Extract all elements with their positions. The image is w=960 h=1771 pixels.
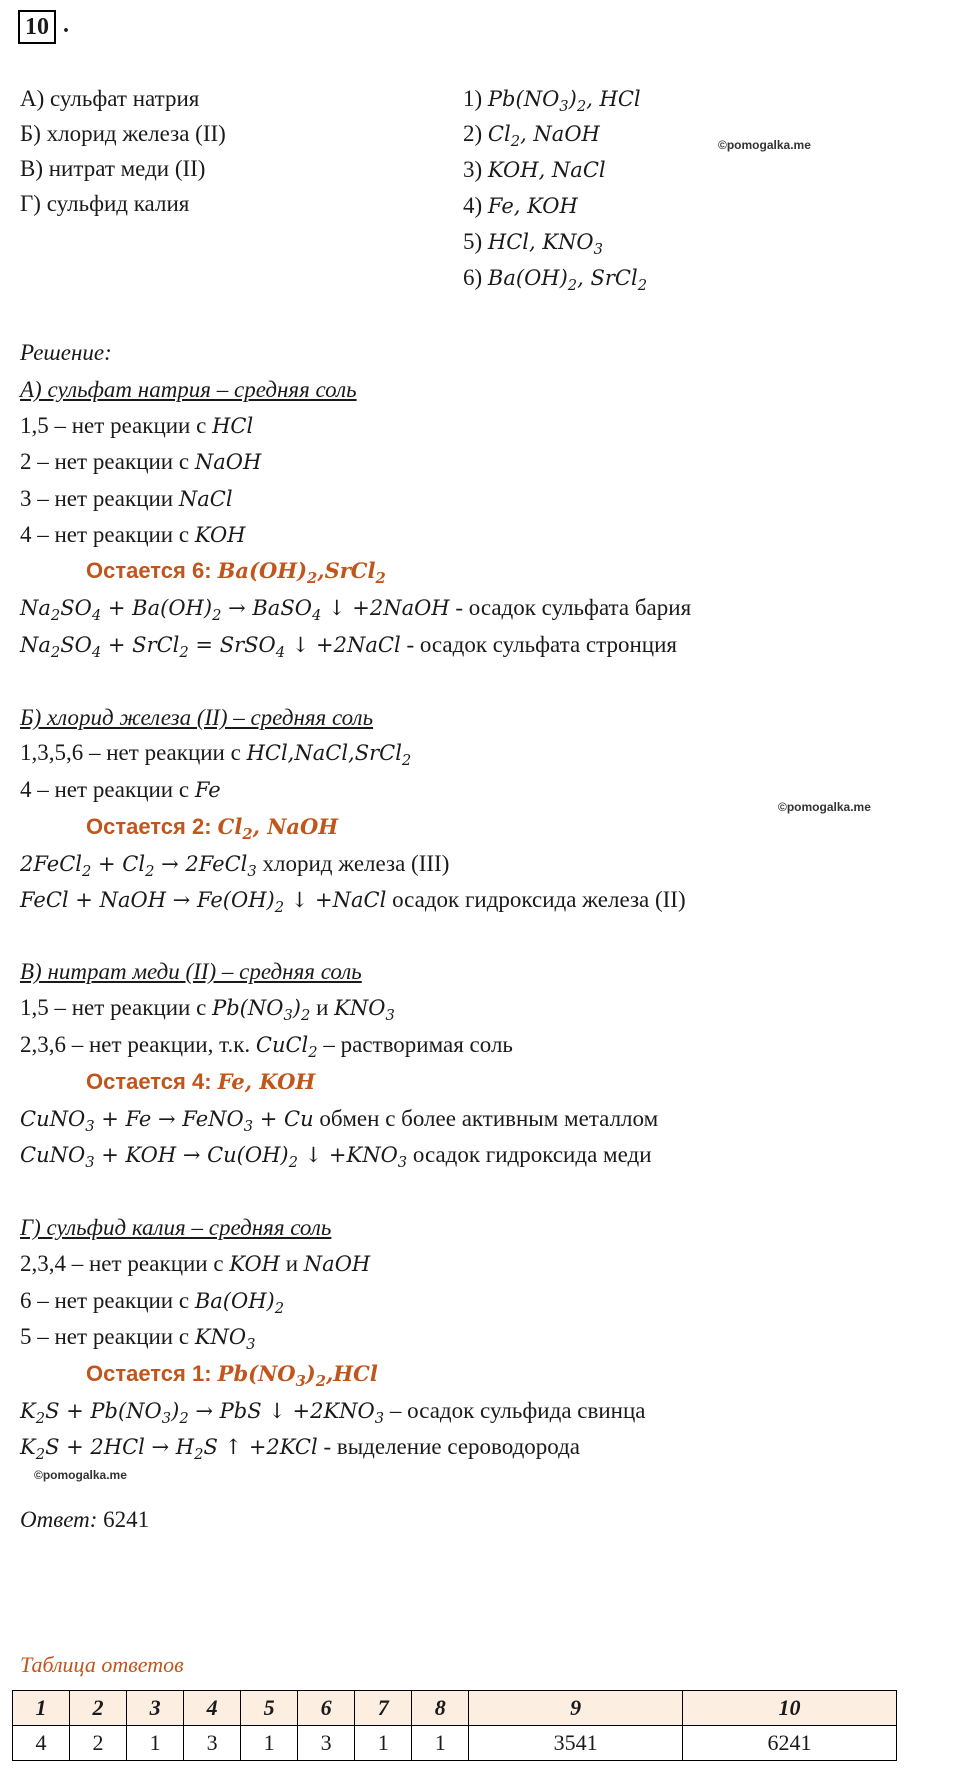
task-number: 10 [18,10,56,44]
section-c-equation: CuNO$_3$ + KOH → $Cu(OH)_2$ ↓ $+KNO_3$ осадок гидроксида меди [20,1142,652,1172]
solution-label: Решение: [20,340,112,365]
right-item-1: 1) $Pb(NO_3)_2$, HCl [463,86,641,116]
section-d-equation: $K_2S + 2HCl \to H_2S$ ↑ +2KCl - выделение сероводорода [20,1434,581,1464]
section-c-remaining: Остается 4: Fe, KOH [86,1069,316,1094]
table-header-cell: 7 [355,1691,412,1726]
section-c-line: 2,3,6 – нет реакции, т.к. CuCl$_2$ – растворимая соль [20,1032,513,1062]
section-a-line: 4 – нет реакции с KOH [20,522,246,547]
watermark: ©pomogalka.me [34,1468,127,1482]
section-a-line: 2 – нет реакции с NaOH [20,449,262,474]
table-header-cell: 9 [469,1691,683,1726]
table-header-cell: 2 [70,1691,127,1726]
answer-table [12,1690,897,1761]
section-c-equation: CuNO$_3$ + Fe → FeNO$_3$ + Cu обмен с более активным металлом [20,1106,659,1136]
watermark: ©pomogalka.me [718,138,811,152]
table-cell: 6241 [683,1726,897,1761]
answer-table-title: Таблица ответов [20,1652,184,1677]
table-header-cell: 1 [13,1691,70,1726]
section-b-line: 4 – нет реакции с Fe [20,777,221,802]
table-header-cell: 8 [412,1691,469,1726]
section-d-remaining: Остается 1: $Pb(NO_3)_2,HCl$ [86,1361,378,1391]
table-header-cell: 4 [184,1691,241,1726]
left-item-d: Г) сульфид калия [20,191,190,216]
table-header-cell: 5 [241,1691,298,1726]
section-a-equation: $Na_2SO_4$ + SrCl$_2$ = SrSO$_4$ ↓ +2NaCl - осадок сульфата стронция [20,632,677,662]
section-a-title: А) сульфат натрия – средняя соль [20,377,357,402]
section-a-line: 1,5 – нет реакции с HCl [20,413,254,438]
left-item-b: Б) хлорид железа (II) [20,121,226,146]
table-cell: 1 [241,1726,298,1761]
table-header-row [13,1691,897,1726]
task-number-dot: . [63,12,69,38]
left-item-c: В) нитрат меди (II) [20,156,206,181]
table-cell: 4 [13,1726,70,1761]
right-item-2: 2) $Cl_2$, NaOH [463,121,600,151]
table-header-cell: 3 [127,1691,184,1726]
section-d-equation: $K_2S + Pb(NO_3)_2$ → PbS ↓ $+2KNO_3$ – осадок сульфида свинца [20,1398,646,1428]
right-item-4: 4) Fe, KOH [463,193,578,218]
section-a-remaining: Остается 6: $Ba(OH)_2,SrCl_2$ [86,558,386,588]
section-d-line: 2,3,4 – нет реакции с KOH и NaOH [20,1251,371,1276]
section-a-line: 3 – нет реакции NaCl [20,486,233,511]
table-row [13,1726,897,1761]
table-header-cell: 10 [683,1691,897,1726]
section-d-line: 6 – нет реакции с $Ba(OH)_2$ [20,1288,285,1318]
section-c-title: В) нитрат меди (II) – средняя соль [20,959,362,984]
right-item-6: 6) $Ba(OH)_2$, SrCl$_2$ [463,265,648,295]
section-b-equation: 2FeCl$_2$ + $Cl_2$ → 2FeCl$_3$ хлорид железа (III) [20,851,450,881]
section-c-line: 1,5 – нет реакции с $Pb(NO_3)_2$ и $KNO_3$ [20,995,395,1025]
right-item-3: 3) KOH, NaCl [463,157,606,182]
table-cell: 3541 [469,1726,683,1761]
watermark: ©pomogalka.me [778,800,871,814]
section-a-equation: $Na_2SO_4 + Ba(OH)_2$ → BaSO$_4$ ↓ +2NaOH - осадок сульфата бария [20,595,692,625]
table-cell: 2 [70,1726,127,1761]
right-item-5: 5) HCl, $KNO_3$ [463,229,604,259]
section-d-line: 5 – нет реакции с $KNO_3$ [20,1324,256,1354]
table-cell: 1 [412,1726,469,1761]
table-header-cell: 6 [298,1691,355,1726]
section-d-title: Г) сульфид калия – средняя соль [20,1215,332,1240]
left-item-a: А) сульфат натрия [20,86,200,111]
table-cell: 3 [298,1726,355,1761]
section-b-remaining: Остается 2: $Cl_2$, NaOH [86,814,339,844]
table-cell: 3 [184,1726,241,1761]
section-b-line: 1,3,5,6 – нет реакции с HCl,NaCl,SrCl$_2$ [20,740,412,770]
answer: Ответ: 6241 [20,1507,150,1532]
section-b-equation: FeCl + NaOH → $Fe(OH)_2$ ↓ +NaCl осадок гидроксида железа (II) [20,887,686,917]
table-cell: 1 [127,1726,184,1761]
section-b-title: Б) хлорид железа (II) – средняя соль [20,705,374,730]
table-cell: 1 [355,1726,412,1761]
